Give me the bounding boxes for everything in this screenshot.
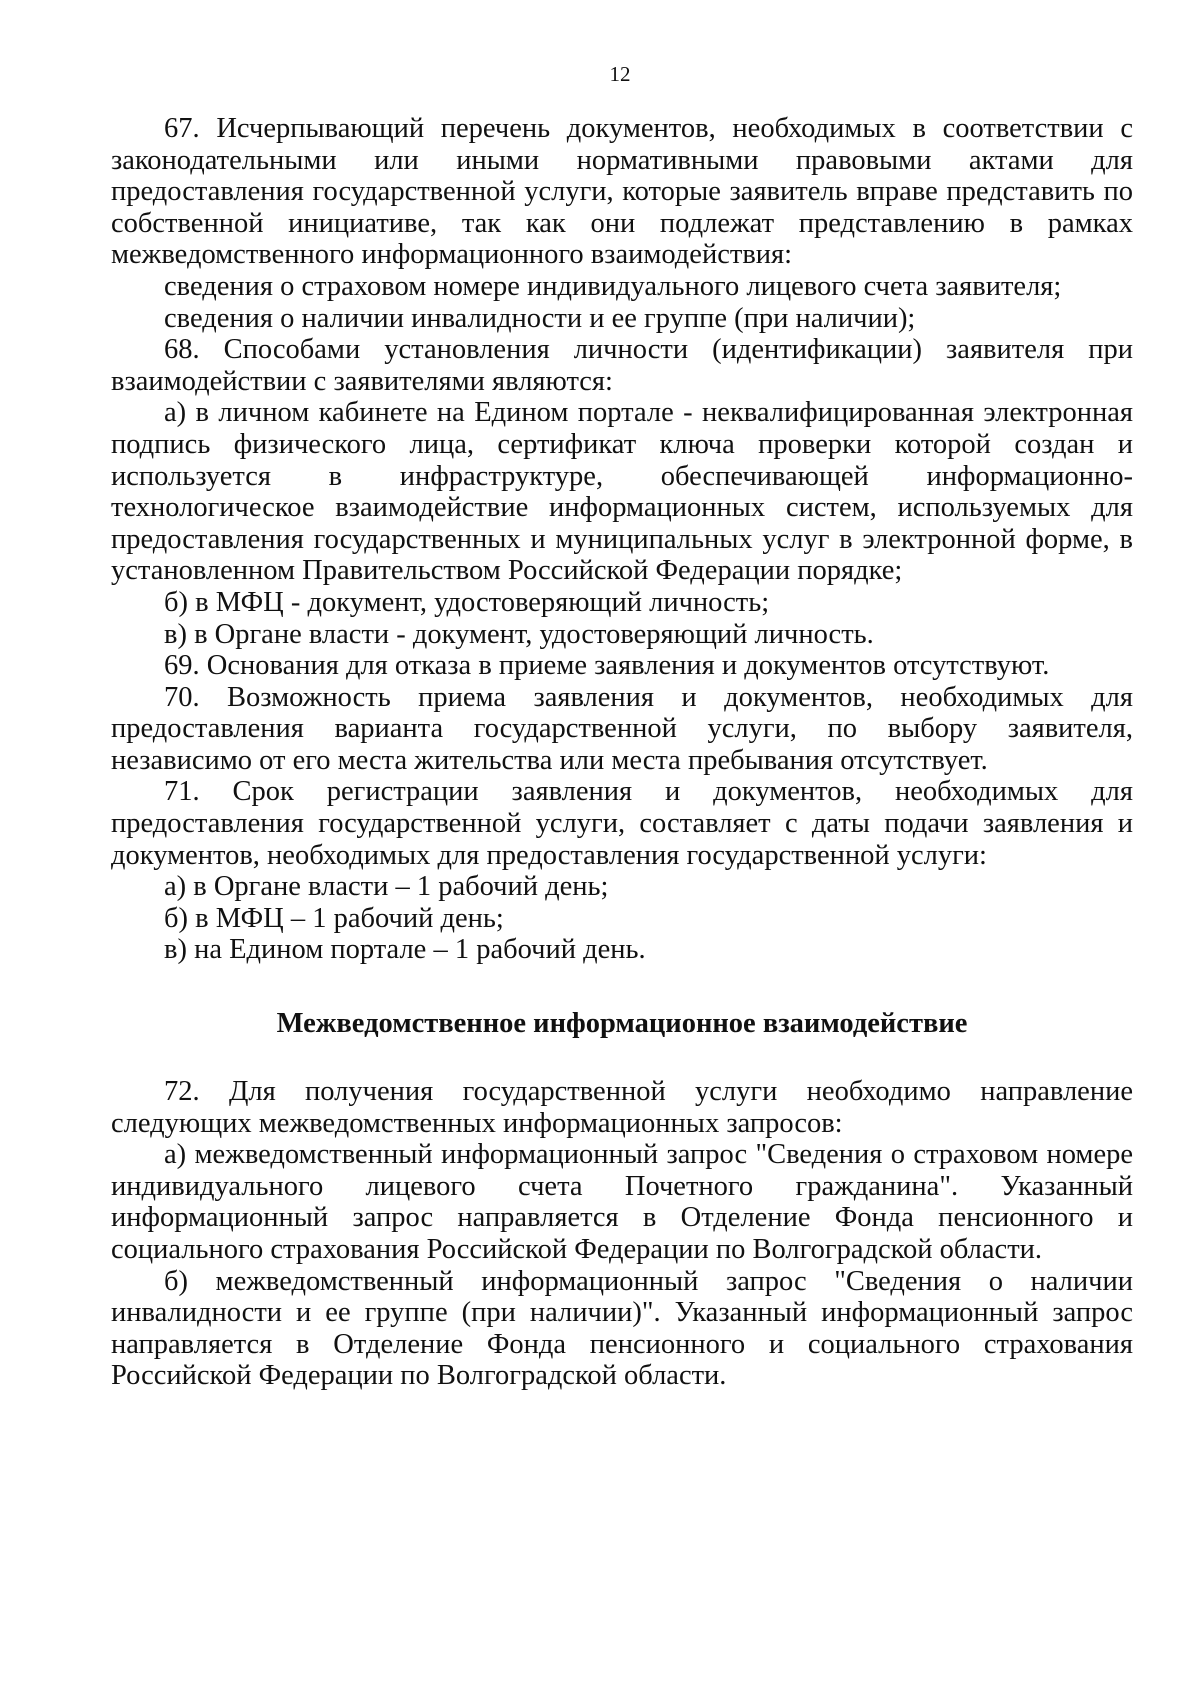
paragraph-68-b: б) в МФЦ - документ, удостоверяющий личность;	[164, 586, 770, 618]
paragraph-72: 72. Для получения государственной услуги необходимо направление следующих межведомственных информационных запросов:	[111, 1076, 1133, 1139]
paragraph-67: 67. Исчерпывающий перечень документов, необходимых в соответствии с законодательными или иными нормативными правовыми актами для предоставления государственной услуги, которые заявитель вправе представить по собственной инициативе, так как они подлежат представлению в рамках межведомственного информационного взаимодействия:	[111, 113, 1133, 271]
paragraph-71-v: в) на Едином портале – 1 рабочий день.	[164, 934, 646, 966]
paragraph-68-a: а) в личном кабинете на Едином портале - неквалифицированная электронная подпись физического лица, сертификат ключа проверки которой создан и используется в инфраструктуре, обеспечивающей информационно-технологическое взаимодействие информационных систем, используемых для предоставления государственных и муниципальных услуг в электронной форме, в установленном Правительством Российской Федерации порядке;	[111, 397, 1133, 587]
section-heading: Межведомственное информационное взаимодействие	[276, 1008, 968, 1039]
paragraph-71: 71. Срок регистрации заявления и документов, необходимых для предоставления государственной услуги, составляет с даты подачи заявления и документов, необходимых для предоставления государственной услуги:	[111, 776, 1133, 871]
paragraph-72-a: а) межведомственный информационный запрос "Сведения о страховом номере индивидуального лицевого счета Почетного гражданина". Указанный информационный запрос направляется в Отделение Фонда пенсионного и социального страхования Российской Федерации по Волгоградской области.	[111, 1139, 1133, 1265]
paragraph-70: 70. Возможность приема заявления и документов, необходимых для предоставления варианта государственной услуги, по выбору заявителя, независимо от его места жительства или места пребывания отсутствует.	[111, 681, 1133, 776]
paragraph-72-b: б) межведомственный информационный запрос "Сведения о наличии инвалидности и ее группе (при наличии)". Указанный информационный запрос направляется в Отделение Фонда пенсионного и социального страхования Российской Федерации по Волгоградской области.	[111, 1265, 1133, 1392]
paragraph-71-a: а) в Органе власти – 1 рабочий день;	[164, 871, 609, 903]
paragraph-68: 68. Способами установления личности (идентификации) заявителя при взаимодействии с заявителями являются:	[111, 334, 1133, 397]
body-text-bottom	[111, 1076, 1133, 1392]
paragraph-71-b: б) в МФЦ – 1 рабочий день;	[164, 902, 504, 934]
list-item-snils: сведения о страховом номере индивидуального лицевого счета заявителя;	[164, 270, 1062, 302]
paragraph-68-v: в) в Органе власти - документ, удостоверяющий личность.	[164, 618, 874, 650]
page-number: 12	[609, 62, 631, 86]
body-text-top	[111, 113, 1133, 966]
paragraph-69: 69. Основания для отказа в приеме заявления и документов отсутствуют.	[164, 650, 1050, 682]
list-item-disability: сведения о наличии инвалидности и ее группе (при наличии);	[164, 302, 916, 334]
